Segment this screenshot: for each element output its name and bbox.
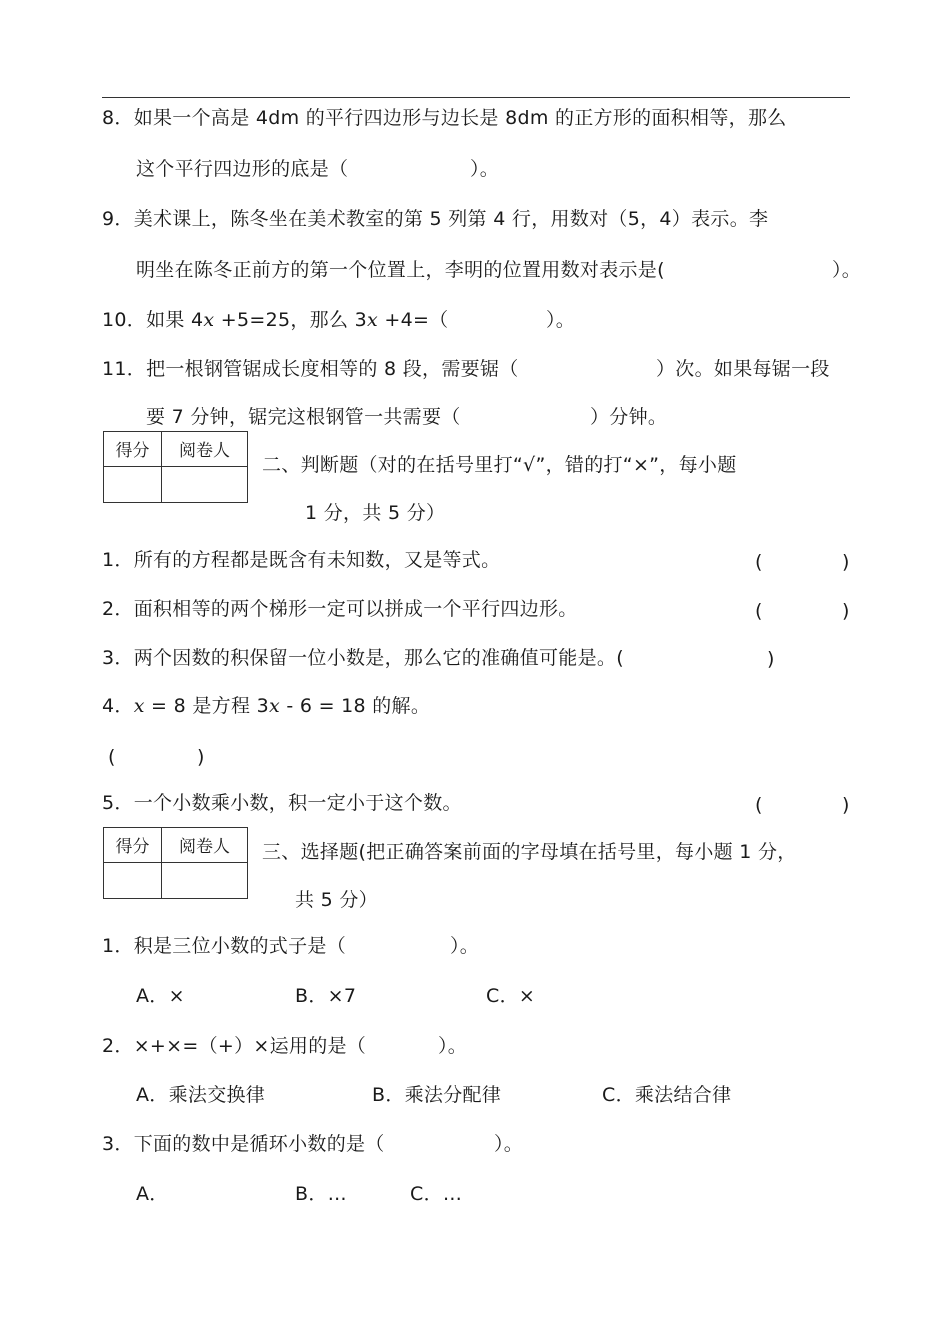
q10-suffix: +4=（ xyxy=(378,309,449,331)
q11-line1b: ）次。如果每锯一段 xyxy=(656,358,830,380)
judge-q5-paren-close: ) xyxy=(842,794,850,816)
q11-line2b: ）分钟。 xyxy=(590,406,668,428)
judge-q4-paren-open: ( xyxy=(108,746,116,768)
q9-line1: 9．美术课上，陈冬坐在美术教室的第 5 列第 4 行，用数对（5，4）表示。李 xyxy=(102,208,769,230)
score-box-cell-grader[interactable] xyxy=(161,862,247,898)
section3-heading-line1: 三、选择题(把正确答案前面的字母填在括号里，每小题 1 分， xyxy=(262,841,797,863)
q10-var1: x xyxy=(203,309,215,331)
judge-q4-middle: = 8 是方程 3 xyxy=(144,695,269,717)
judge-q1-paren-close: ) xyxy=(842,551,850,573)
score-box-header-score: 得分 xyxy=(104,432,162,467)
judge-q3: 3．两个因数的积保留一位小数是，那么它的准确值可能是。( xyxy=(102,647,624,669)
score-box-cell-grader[interactable] xyxy=(161,466,247,502)
judge-q2-paren-close: ) xyxy=(842,600,850,622)
judge-q4-prefix: 4． xyxy=(102,695,134,717)
q10-middle: +5=25，那么 3 xyxy=(214,309,367,331)
q10-prefix: 10．如果 4 xyxy=(102,309,204,331)
choice-q1-stem: 1．积是三位小数的式子是（ xyxy=(102,935,346,957)
q8-line1: 8．如果一个高是 4dm 的平行四边形与边长是 8dm 的正方形的面积相等，那么 xyxy=(102,107,787,129)
choice-q1-option-b: B．×7 xyxy=(295,985,357,1007)
score-box-cell-score[interactable] xyxy=(104,862,162,898)
score-box-header-grader: 阅卷人 xyxy=(161,828,247,863)
top-rule xyxy=(102,97,850,98)
choice-q2-stem-end: ）。 xyxy=(438,1035,468,1057)
score-box-cell-score[interactable] xyxy=(104,466,162,502)
judge-q5: 5．一个小数乘小数，积一定小于这个数。 xyxy=(102,792,462,814)
section2-heading-line1: 二、判断题（对的在括号里打“√”，错的打“×”，每小题 xyxy=(262,454,737,476)
choice-q2-option-c: C．乘法结合律 xyxy=(602,1084,732,1106)
choice-q3-stem-end: ）。 xyxy=(494,1133,524,1155)
score-box-section2 xyxy=(103,431,248,503)
score-box-header-grader: 阅卷人 xyxy=(161,432,247,467)
section2-heading-line2: 1 分，共 5 分） xyxy=(305,502,446,524)
choice-q3-option-c: C．… xyxy=(410,1183,463,1205)
judge-q4 xyxy=(102,694,430,718)
choice-q1-stem-end: ）。 xyxy=(450,935,480,957)
score-box-section3 xyxy=(103,827,248,899)
score-box-header-score: 得分 xyxy=(104,828,162,863)
judge-q2-paren-open: ( xyxy=(755,600,763,622)
choice-q3-stem: 3．下面的数中是循环小数的是（ xyxy=(102,1133,385,1155)
q11-line1a: 11．把一根钢管锯成长度相等的 8 段，需要锯（ xyxy=(102,358,519,380)
choice-q2-option-a: A．乘法交换律 xyxy=(136,1084,266,1106)
choice-q1-option-c: C．× xyxy=(486,985,536,1007)
judge-q2: 2．面积相等的两个梯形一定可以拼成一个平行四边形。 xyxy=(102,598,578,620)
q11-line2a: 要 7 分钟，锯完这根钢管一共需要（ xyxy=(146,406,461,428)
q10-line xyxy=(102,308,448,332)
judge-q4-paren-close: ) xyxy=(197,746,205,768)
choice-q3-option-b: B．… xyxy=(295,1183,347,1205)
judge-q4-var1: x xyxy=(133,695,145,717)
judge-q5-paren-open: ( xyxy=(755,794,763,816)
judge-q4-suffix: - 6 = 18 的解。 xyxy=(280,695,431,717)
q9-answer-end: ）。 xyxy=(832,259,862,281)
choice-q2-option-b: B．乘法分配律 xyxy=(372,1084,502,1106)
section3-heading-line2: 共 5 分） xyxy=(295,889,378,911)
q10-var2: x xyxy=(367,309,379,331)
choice-q3-option-a: A． xyxy=(136,1183,169,1205)
choice-q2-stem: 2．×+×=（+）×运用的是（ xyxy=(102,1035,367,1057)
q8-line2: 这个平行四边形的底是（ xyxy=(136,158,349,180)
judge-q1: 1．所有的方程都是既含有未知数，又是等式。 xyxy=(102,549,501,571)
judge-q3-paren-close: ) xyxy=(767,648,775,670)
q9-line2: 明坐在陈冬正前方的第一个位置上，李明的位置用数对表示是( xyxy=(136,259,665,281)
choice-q1-option-a: A．× xyxy=(136,985,185,1007)
judge-q1-paren-open: ( xyxy=(755,551,763,573)
q8-answer-end: ）。 xyxy=(470,158,500,180)
judge-q4-var2: x xyxy=(268,695,280,717)
q10-answer-end: ）。 xyxy=(546,309,576,331)
